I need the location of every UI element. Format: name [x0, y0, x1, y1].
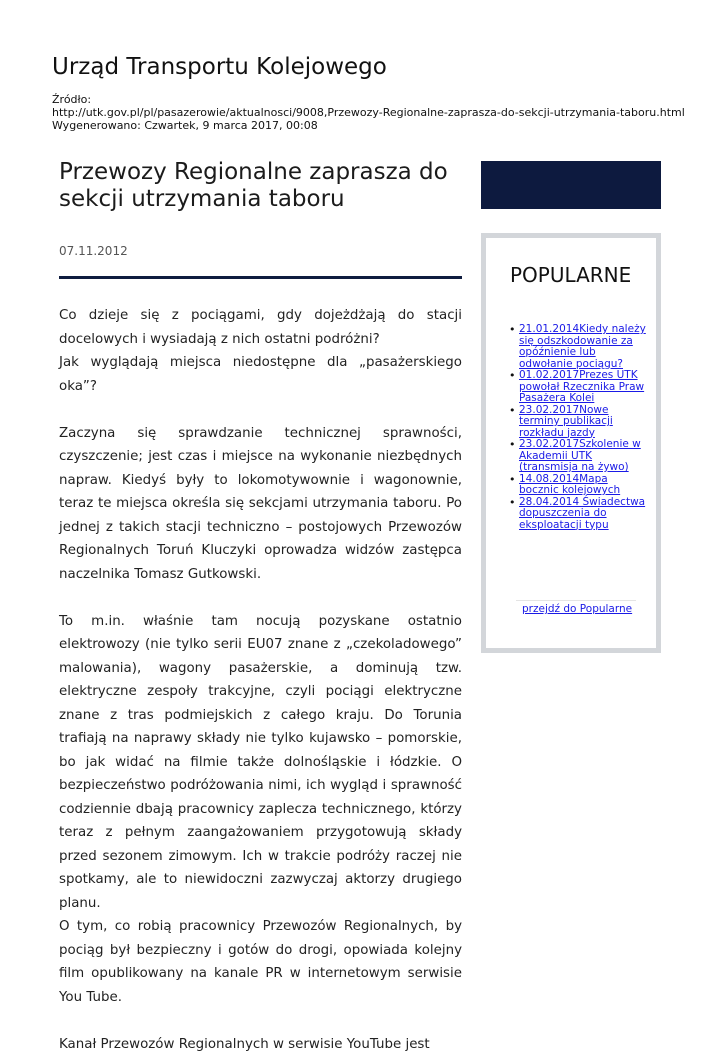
popular-heading: POPULARNE — [510, 263, 631, 287]
article-paragraph: Co dzieje się z pociągami, gdy dojeżdżają do stacji docelowych i wysiadają z nich ostatni podróżni? — [59, 304, 462, 351]
more-popular-link[interactable]: przejdź do Popularne — [522, 603, 632, 615]
article-paragraph: Kanał Przewozów Regionalnych w serwisie YouTube jest — [59, 1033, 462, 1056]
list-item — [519, 497, 649, 532]
popular-link[interactable]: 28.04.2014 Świadectwa dopuszczenia do eksploatacji typu — [519, 496, 645, 531]
site-title: Urząd Transportu Kolejowego — [52, 54, 387, 80]
popular-sidebar — [481, 233, 661, 653]
source-url: http://utk.gov.pl/pl/pasazerowie/aktualnosci/9008,Przewozy-Regionalne-zaprasza-do-sekcji-utrzymania-taboru.html — [52, 106, 717, 119]
popular-link[interactable]: 21.01.2014Kiedy należy się odszkodowanie za opóźnienie lub odwołanie pociągu? — [519, 323, 646, 370]
generated-timestamp: Wygenerowano: Czwartek, 9 marca 2017, 00:08 — [52, 119, 717, 132]
article-paragraph: O tym, co robią pracownicy Przewozów Regionalnych, by pociąg był bezpieczny i gotów do drogi, opowiada kolejny film opublikowany na kanale PR w internetowym serwisie You Tube. — [59, 915, 462, 1009]
article-date: 07.11.2012 — [59, 244, 128, 258]
list-item — [519, 474, 649, 497]
article-paragraph: Zaczyna się sprawdzanie technicznej sprawności, czyszczenie; jest czas i miejsce na wykonanie niezbędnych napraw. Kiedyś były to lokomotywownie i wagonownie, teraz te miejsca określa się sekcjami utrzymania taboru. Po jednej z takich stacji techniczno – postojowych Przewozów Regionalnych Toruń Kluczyki oprowadza widzów zastępca naczelnika Tomasz Gutkowski. — [59, 422, 462, 587]
list-item — [519, 324, 649, 370]
article-body — [59, 304, 462, 1056]
more-divider — [516, 600, 636, 601]
title-divider — [59, 276, 462, 279]
sidebar-banner — [481, 161, 661, 209]
list-item — [519, 405, 649, 440]
popular-list — [519, 324, 649, 531]
article-title: Przewozy Regionalne zaprasza do sekcji utrzymania taboru — [59, 159, 469, 213]
article-paragraph: Jak wyglądają miejsca niedostępne dla „pasażerskiego oka”? — [59, 351, 462, 398]
popular-link[interactable]: 23.02.2017Szkolenie w Akademii UTK (transmisja na żywo) — [519, 438, 641, 473]
list-item — [519, 439, 649, 474]
article-paragraph: To m.in. właśnie tam nocują pozyskane ostatnio elektrowozy (nie tylko serii EU07 znane z „czekoladowego” malowania), wagony pasażerskie, a dominują tzw. elektryczne zespoły trakcyjne, czyli pociągi elektryczne znane z tras podmiejskich z całego kraju. Do Torunia trafiają na naprawy składy nie tylko kujawsko – pomorskie, bo jak widać na filmie także dolnośląskie i łódzkie. O bezpieczeństwo podróżowania nimi, ich wygląd i sprawność codziennie dbają pracownicy zaplecza technicznego, którzy teraz z pełnym zaangażowaniem przygotowują składy przed sezonem zimowym. Ich w trakcie podróży raczej nie spotkamy, ale to niewidoczni zazwyczaj aktorzy drugiego planu. — [59, 610, 462, 916]
source-label: Źródło: — [52, 93, 717, 106]
popular-link[interactable]: 01.02.2017Prezes UTK powołał Rzecznika Praw Pasażera Kolei — [519, 369, 644, 404]
list-item — [519, 370, 649, 405]
popular-link[interactable]: 14.08.2014Mapa bocznic kolejowych — [519, 473, 620, 497]
popular-link[interactable]: 23.02.2017Nowe terminy publikacji rozkładu jazdy — [519, 404, 613, 439]
source-info — [52, 93, 717, 132]
